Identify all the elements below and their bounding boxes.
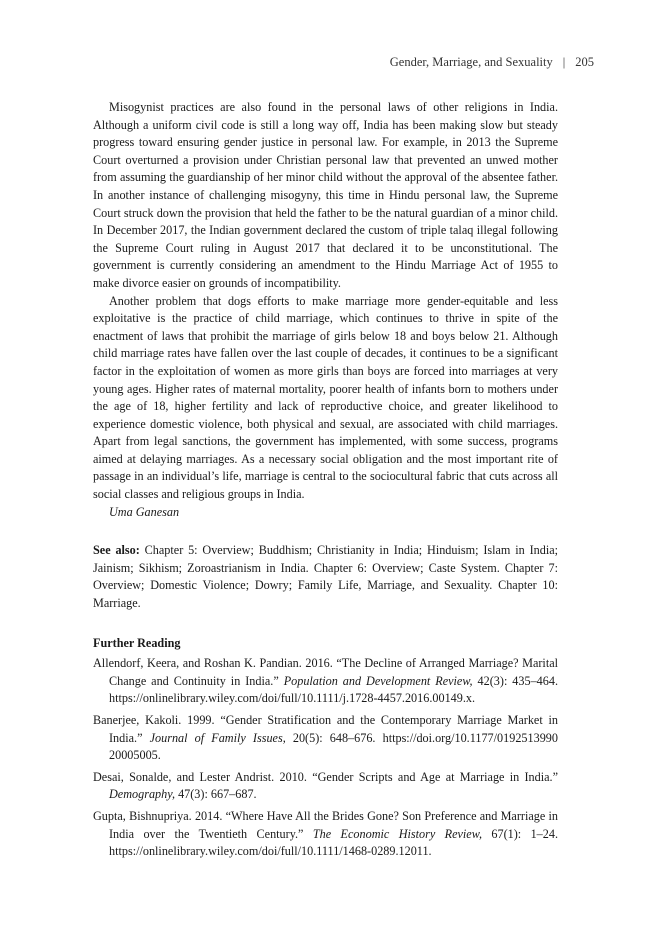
body-text bbox=[93, 99, 558, 865]
reference-item bbox=[93, 712, 558, 765]
reference-journal: Journal of Family Issues, bbox=[149, 730, 286, 745]
running-head bbox=[390, 55, 594, 70]
reference-item bbox=[93, 808, 558, 861]
reference-details: 20(5): 648–676. https://doi.org/10.1177/0192513990 20005005. bbox=[109, 730, 558, 763]
see-also-text: Chapter 5: Overview; Buddhism; Christianity in India; Hinduism; Islam in India; Jainism; Sikhism; Zoroastrianism in India. Chapter 6: Overview; Caste System. Chapter 7: Overview; Domestic Violence; Dowry; Family Life, Marriage, and Sexuality. Chapter 10: Marriage. bbox=[93, 543, 558, 611]
reference-text: Banerjee, Kakoli. 1999. “Gender Stratification and the Contemporary Marriage Market in India.” bbox=[93, 713, 558, 745]
reference-journal: The Economic History Review, bbox=[312, 826, 482, 841]
chapter-title: Gender, Marriage, and Sexuality bbox=[389, 55, 553, 69]
reference-journal: Population and Development Review, bbox=[283, 673, 473, 688]
reference-journal: Demography, bbox=[109, 787, 176, 802]
paragraph-2: Another problem that dogs efforts to make marriage more gender-equitable and less exploitative is the practice of child marriage, which continues to thrive in spite of the enactment of laws that prohibit the marriage of girls below 18 and boys below 21. Although child marriage rates have fallen over the last couple of decades, it continues to be a significant factor in the exploitation of women as more girls than boys are forced into marriages at very young ages. Higher rates of maternal mortality, poorer health of infants born to mothers under the age of 18, higher fertility and lack of reproductive choice, and greater likelihood to experience domestic violence, both physical and sexual, are associated with child marriages. Apart from legal sanctions, the government has implemented, with some success, programs aimed at delaying marriages. As a necessary social obligation and the most important rite of passage in an individual’s life, marriage is central to the sociocultural fabric that cuts across all social classes and religious groups in India. bbox=[93, 293, 558, 502]
reference-text: Desai, Sonalde, and Lester Andrist. 2010. “Gender Scripts and Age at Marriage in India.” bbox=[93, 769, 558, 784]
header-separator: | bbox=[562, 55, 566, 69]
paragraph-1: Misogynist practices are also found in the personal laws of other religions in India. Although a uniform civil code is still a long way off, India has been making slow but steady progress toward ensuring gender justice in personal law. For example, in 2013 the Supreme Court overturned a provision under Christian personal law that prevented an unwed mother from assuming the guardianship of her minor child without the approval of the absentee father. In another instance of challenging misogyny, this time in Hindu personal law, the Supreme Court struck down the provision that held the father to be the natural guardian of a minor child. In December 2017, the Indian government declared the custom of triple talaq illegal following the Supreme Court ruling in August 2017 that declared it to be unconstitutional. The government is currently considering an amendment to the Hindu Marriage Act of 1955 to make divorce easier on grounds of incompatibility. bbox=[93, 100, 558, 290]
reference-details: 42(3): 435–464. https://onlinelibrary.wiley.com/doi/full/10.1111/j.1728-4457.2016.00149.x. bbox=[109, 673, 558, 706]
reference-text: Allendorf, Keera, and Roshan K. Pandian. 2016. “The Decline of Arranged Marriage? Marital Change and Continuity in India.” bbox=[93, 656, 558, 688]
reference-item bbox=[93, 769, 558, 804]
reference-details: 47(3): 667–687. bbox=[175, 787, 257, 802]
reference-item bbox=[93, 655, 558, 708]
page-number: 205 bbox=[575, 55, 594, 69]
reference-text: Gupta, Bishnupriya. 2014. “Where Have All the Brides Gone? Son Preference and Marriage in India over the Twentieth Century.” bbox=[93, 808, 558, 841]
further-reading-heading: Further Reading bbox=[93, 635, 181, 650]
reference-details: 67(1): 1–24. https://onlinelibrary.wiley.com/doi/full/10.1111/1468-0289.12011. bbox=[109, 826, 559, 859]
author-signature: Uma Ganesan bbox=[109, 504, 180, 519]
see-also-label: See also: bbox=[93, 543, 140, 558]
see-also bbox=[93, 542, 558, 612]
reference-list bbox=[93, 655, 558, 861]
